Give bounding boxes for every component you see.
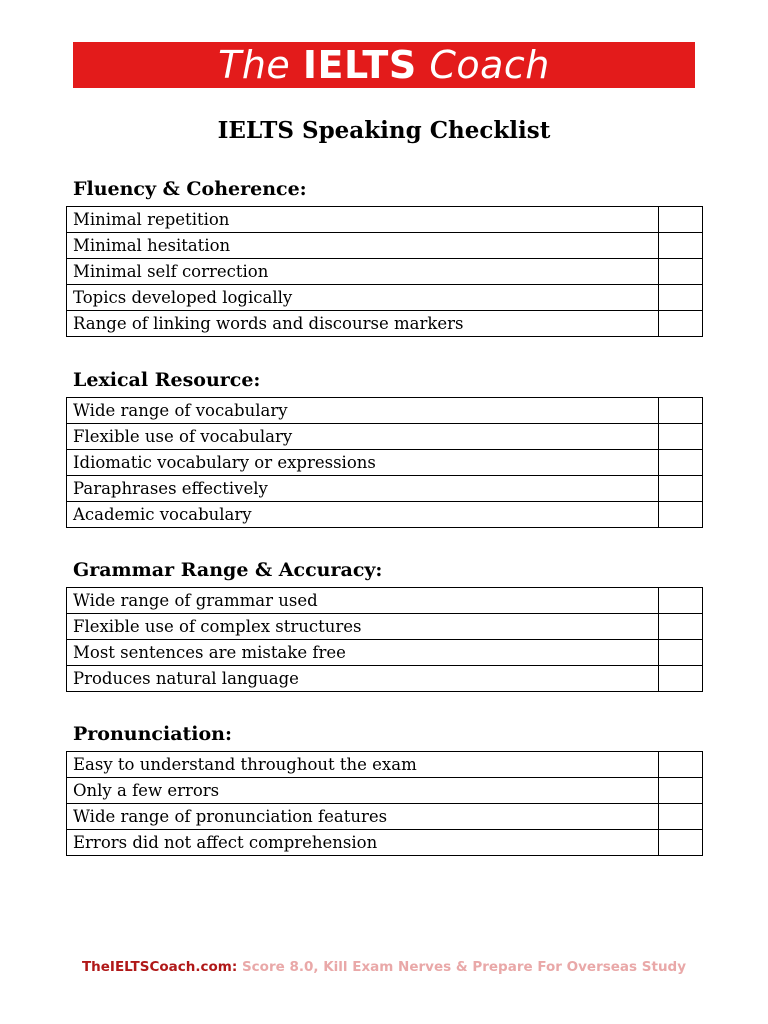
checklist-item-label: Wide range of pronunciation features [67,804,659,830]
table-row [67,666,703,692]
checklist-item-label: Wide range of grammar used [67,588,659,614]
checkbox-cell[interactable] [659,398,703,424]
table-row [67,285,703,311]
brand-banner [73,42,695,88]
checklist-item-label: Easy to understand throughout the exam [67,752,659,778]
section-heading-pronunciation: Pronunciation: [73,723,233,745]
table-row [67,424,703,450]
checklist-item-label: Idiomatic vocabulary or expressions [67,450,659,476]
checklist-item-label: Topics developed logically [67,285,659,311]
table-row [67,614,703,640]
footer-tagline: Score 8.0, Kill Exam Nerves & Prepare For Overseas Study [241,959,687,975]
checkbox-cell[interactable] [659,830,703,856]
table-row [67,830,703,856]
checkbox-cell[interactable] [659,285,703,311]
checkbox-cell[interactable] [659,450,703,476]
brand-word-coach: Coach [429,43,550,87]
footer-site-link[interactable]: TheIELTSCoach.com: [81,959,238,975]
brand-word-ielts: IELTS [302,43,417,87]
checkbox-cell[interactable] [659,614,703,640]
checklist-item-label: Errors did not affect comprehension [67,830,659,856]
checklist-item-label: Most sentences are mistake free [67,640,659,666]
checklist-item-label: Minimal repetition [67,207,659,233]
checkbox-cell[interactable] [659,640,703,666]
table-row [67,640,703,666]
table-row [67,450,703,476]
table-row [67,804,703,830]
checkbox-cell[interactable] [659,666,703,692]
section-heading-grammar: Grammar Range & Accuracy: [73,559,383,581]
checklist-item-label: Only a few errors [67,778,659,804]
checklist-item-label: Minimal self correction [67,259,659,285]
table-row [67,588,703,614]
checklist-table-fluency [66,206,703,337]
checklist-item-label: Range of linking words and discourse markers [67,311,659,337]
table-row [67,778,703,804]
checklist-table-grammar [66,587,703,692]
checklist-item-label: Academic vocabulary [67,502,659,528]
table-row [67,476,703,502]
checkbox-cell[interactable] [659,476,703,502]
page-title: IELTS Speaking Checklist [217,117,551,144]
page-footer [0,958,768,976]
section-heading-lexical: Lexical Resource: [73,369,261,391]
checklist-table-lexical [66,397,703,528]
checkbox-cell[interactable] [659,259,703,285]
checklist-item-label: Flexible use of complex structures [67,614,659,640]
table-row [67,752,703,778]
table-row [67,502,703,528]
checkbox-cell[interactable] [659,778,703,804]
table-row [67,311,703,337]
brand-word-the: The [218,43,291,87]
table-row [67,207,703,233]
checkbox-cell[interactable] [659,588,703,614]
brand-logo-text [218,42,550,88]
checkbox-cell[interactable] [659,804,703,830]
checklist-item-label: Minimal hesitation [67,233,659,259]
section-heading-fluency: Fluency & Coherence: [73,178,307,200]
table-row [67,233,703,259]
checkbox-cell[interactable] [659,502,703,528]
checklist-table-pronunciation [66,751,703,856]
table-row [67,259,703,285]
checklist-item-label: Produces natural language [67,666,659,692]
checklist-item-label: Wide range of vocabulary [67,398,659,424]
checkbox-cell[interactable] [659,311,703,337]
checkbox-cell[interactable] [659,424,703,450]
checkbox-cell[interactable] [659,233,703,259]
checkbox-cell[interactable] [659,207,703,233]
checkbox-cell[interactable] [659,752,703,778]
checklist-item-label: Flexible use of vocabulary [67,424,659,450]
checklist-item-label: Paraphrases effectively [67,476,659,502]
table-row [67,398,703,424]
